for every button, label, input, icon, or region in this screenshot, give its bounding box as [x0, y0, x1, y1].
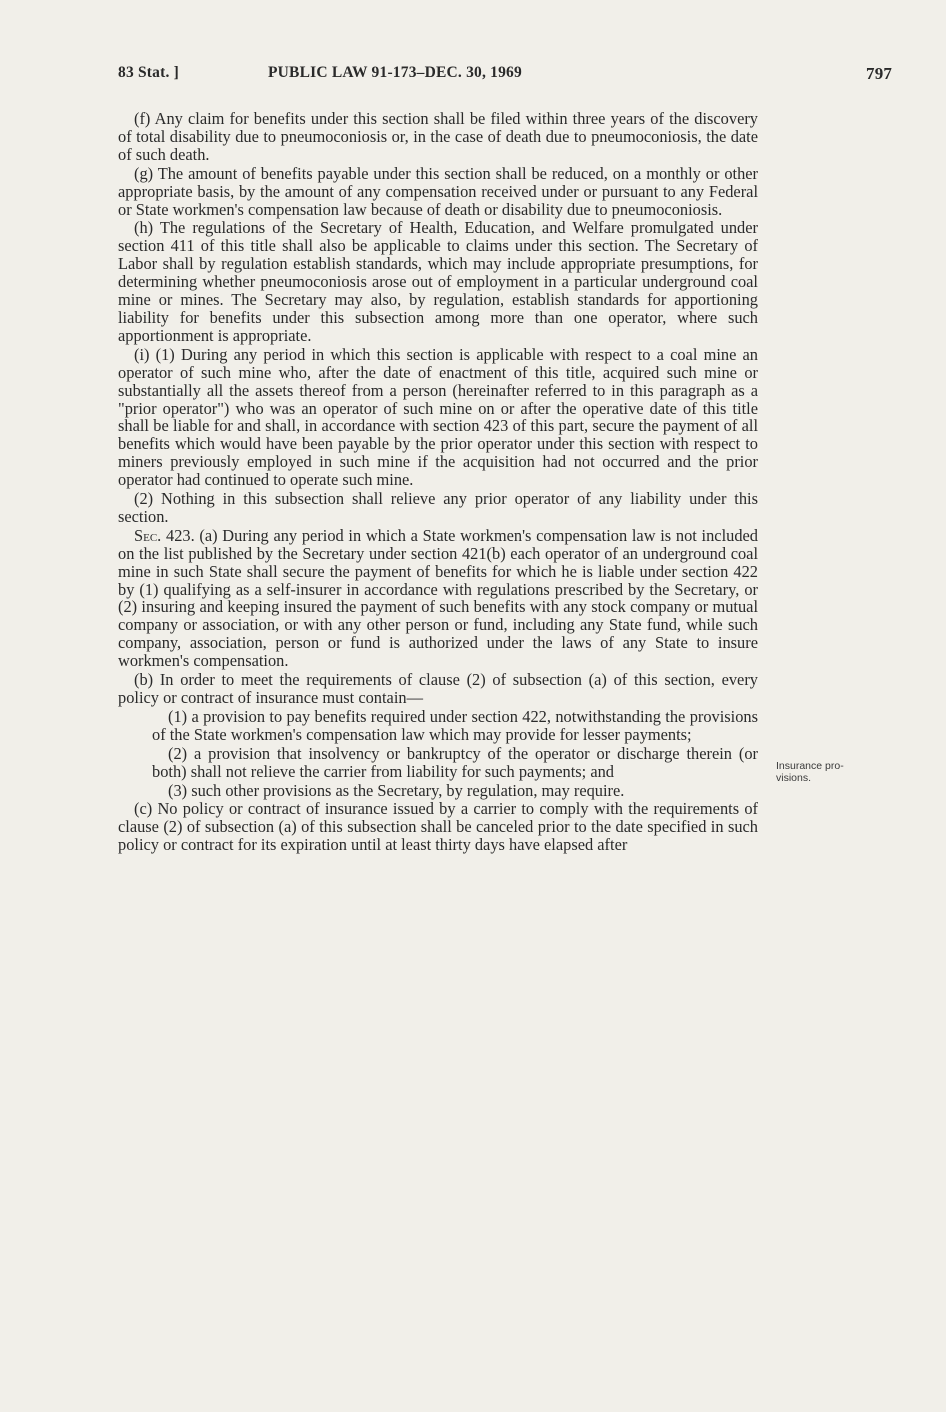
paragraph-i-1: (i) (1) During any period in which this section is applicable with respect to a coal mine an operator of such mine who, after the date of enactment of this title, acquired such mine or substantially all the assets thereof from a person (hereinafter referred to in this paragraph as a "prior operator") who was an operator of such mine on or after the operative date of this title shall be liable for and shall, in accordance with section 423 of this part, secure the payment of all benefits which would have been payable by the prior operator under this section with respect to miners previously employed in such mine if the acquisition had not occurred and the prior operator had continued to operate such mine. — [118, 344, 758, 490]
paragraph-h: (h) The regulations of the Secretary of Health, Education, and Welfare promulgated under section 411 of this title shall also be applicable to claims under this section. The Secretary of Labor shall by regulation establish standards, which may include appropriate presumptions, for determining whether pneumoconiosis arose out of employment in a particular underground coal mine or mines. The Secretary may also, by regulation, establish standards for apportioning liability for benefits under this subsection among more than one operator, where such apportionment is appropriate. — [118, 218, 758, 345]
list-item-2: (2) a provision that insolvency or bankruptcy of the operator or discharge therein (or both) shall not relieve the carrier from liability for such payments; and — [152, 743, 758, 781]
list-item-1: (1) a provision to pay benefits required under section 422, notwithstanding the provisions of the State workmen's compensation law which may provide for lesser payments; — [152, 706, 758, 744]
paragraph-b: (b) In order to meet the requirements of clause (2) of subsection (a) of this section, every policy or contract of insurance must contain— — [118, 670, 758, 707]
running-title: PUBLIC LAW 91-173–DEC. 30, 1969 — [268, 64, 522, 81]
list-item-3: (3) such other provisions as the Secretary, by regulation, may require. — [168, 780, 625, 800]
section-423-a — [118, 527, 758, 670]
paragraph-f: (f) Any claim for benefits under this section shall be filed within three years of the discovery of total disability due to pneumoconiosis or, in the case of death due to pneumoconiosis, the date of such death. — [118, 109, 758, 164]
statute-citation: 83 Stat. ] — [118, 64, 179, 81]
section-label: Sec. — [134, 525, 162, 545]
margin-note-insurance-provisions: Insurance pro- visions. — [776, 760, 844, 784]
paragraph-g: (g) The amount of benefits payable under this section shall be reduced, on a monthly or other appropriate basis, by the amount of any compensation received under or pursuant to any Federal or State workmen's compensation law because of death or disability due to pneumoconiosis. — [118, 163, 758, 219]
paragraph-c: (c) No policy or contract of insurance issued by a carrier to comply with the requirements of clause (2) of subsection (a) of this subsection shall be canceled prior to the date specified in such policy or contract for its expiration until at least thirty days have elapsed after — [118, 799, 758, 855]
body-text — [118, 110, 758, 855]
page-number: 797 — [866, 64, 893, 83]
paragraph-i-2: (2) Nothing in this subsection shall relieve any prior operator of any liability under this section. — [118, 489, 758, 526]
section-423-a-text: 423. (a) During any period in which a State workmen's compensation law is not included on the list published by the Secretary under section 421(b) each operator of an underground coal mine in such State shall secure the payment of benefits for which he is liable under section 422 by (1) qualifying as a self-insurer in accordance with regulations prescribed by the Secretary, or (2) insuring and keeping insured the payment of such benefits with any stock company or mutual company or association, or with any other person or fund, including any State fund, while such company, association, person or fund is authorized under the laws of any State to insure workmen's compensation. — [118, 525, 758, 671]
